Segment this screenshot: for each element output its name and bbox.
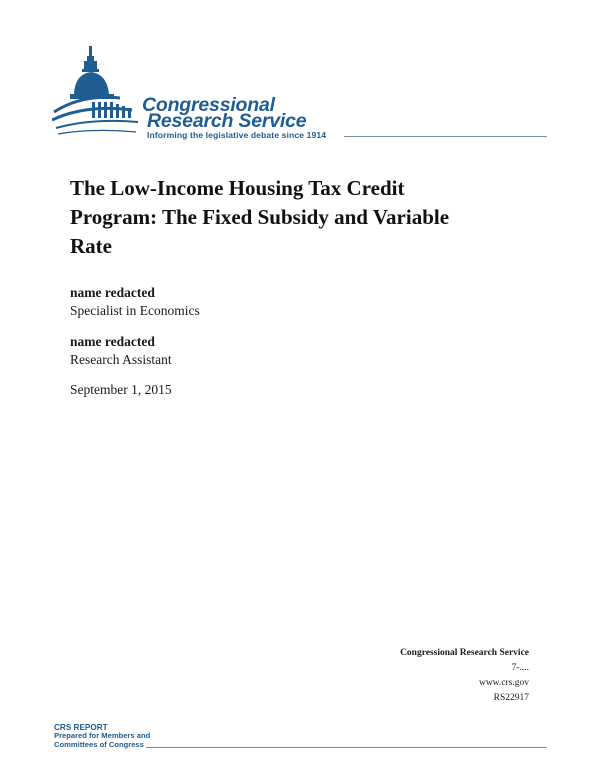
publisher-block <box>400 646 529 706</box>
author-role: Specialist in Economics <box>70 303 200 318</box>
footer-line3: Committees of Congress <box>54 739 144 749</box>
author-block <box>70 333 172 369</box>
footer-label: CRS REPORT <box>54 723 108 732</box>
org-name-line1: Congressional <box>142 94 275 116</box>
org-name-line2: Research Service <box>147 110 307 132</box>
report-number: RS22917 <box>493 693 529 703</box>
publisher-name: Congressional Research Service <box>400 648 529 658</box>
capitol-dome-icon <box>52 42 152 142</box>
author-block <box>70 284 200 320</box>
publisher-website[interactable]: www.crs.gov <box>478 678 529 688</box>
footer-rule <box>146 747 547 748</box>
author-role: Research Assistant <box>70 352 172 367</box>
footer-line2: Prepared for Members and <box>54 731 151 741</box>
author-name: name redacted <box>70 334 155 349</box>
header-rule <box>344 136 547 137</box>
author-name: name redacted <box>70 285 155 300</box>
org-tagline: Informing the legislative debate since 1914 <box>147 130 327 140</box>
footer <box>54 724 150 749</box>
report-date: September 1, 2015 <box>70 382 172 397</box>
crs-logo <box>52 42 552 142</box>
report-title: The Low-Income Housing Tax Credit Program: The Fixed Subsidy and Variable Rate <box>70 176 450 258</box>
publisher-phone: 7-.... <box>511 663 529 673</box>
